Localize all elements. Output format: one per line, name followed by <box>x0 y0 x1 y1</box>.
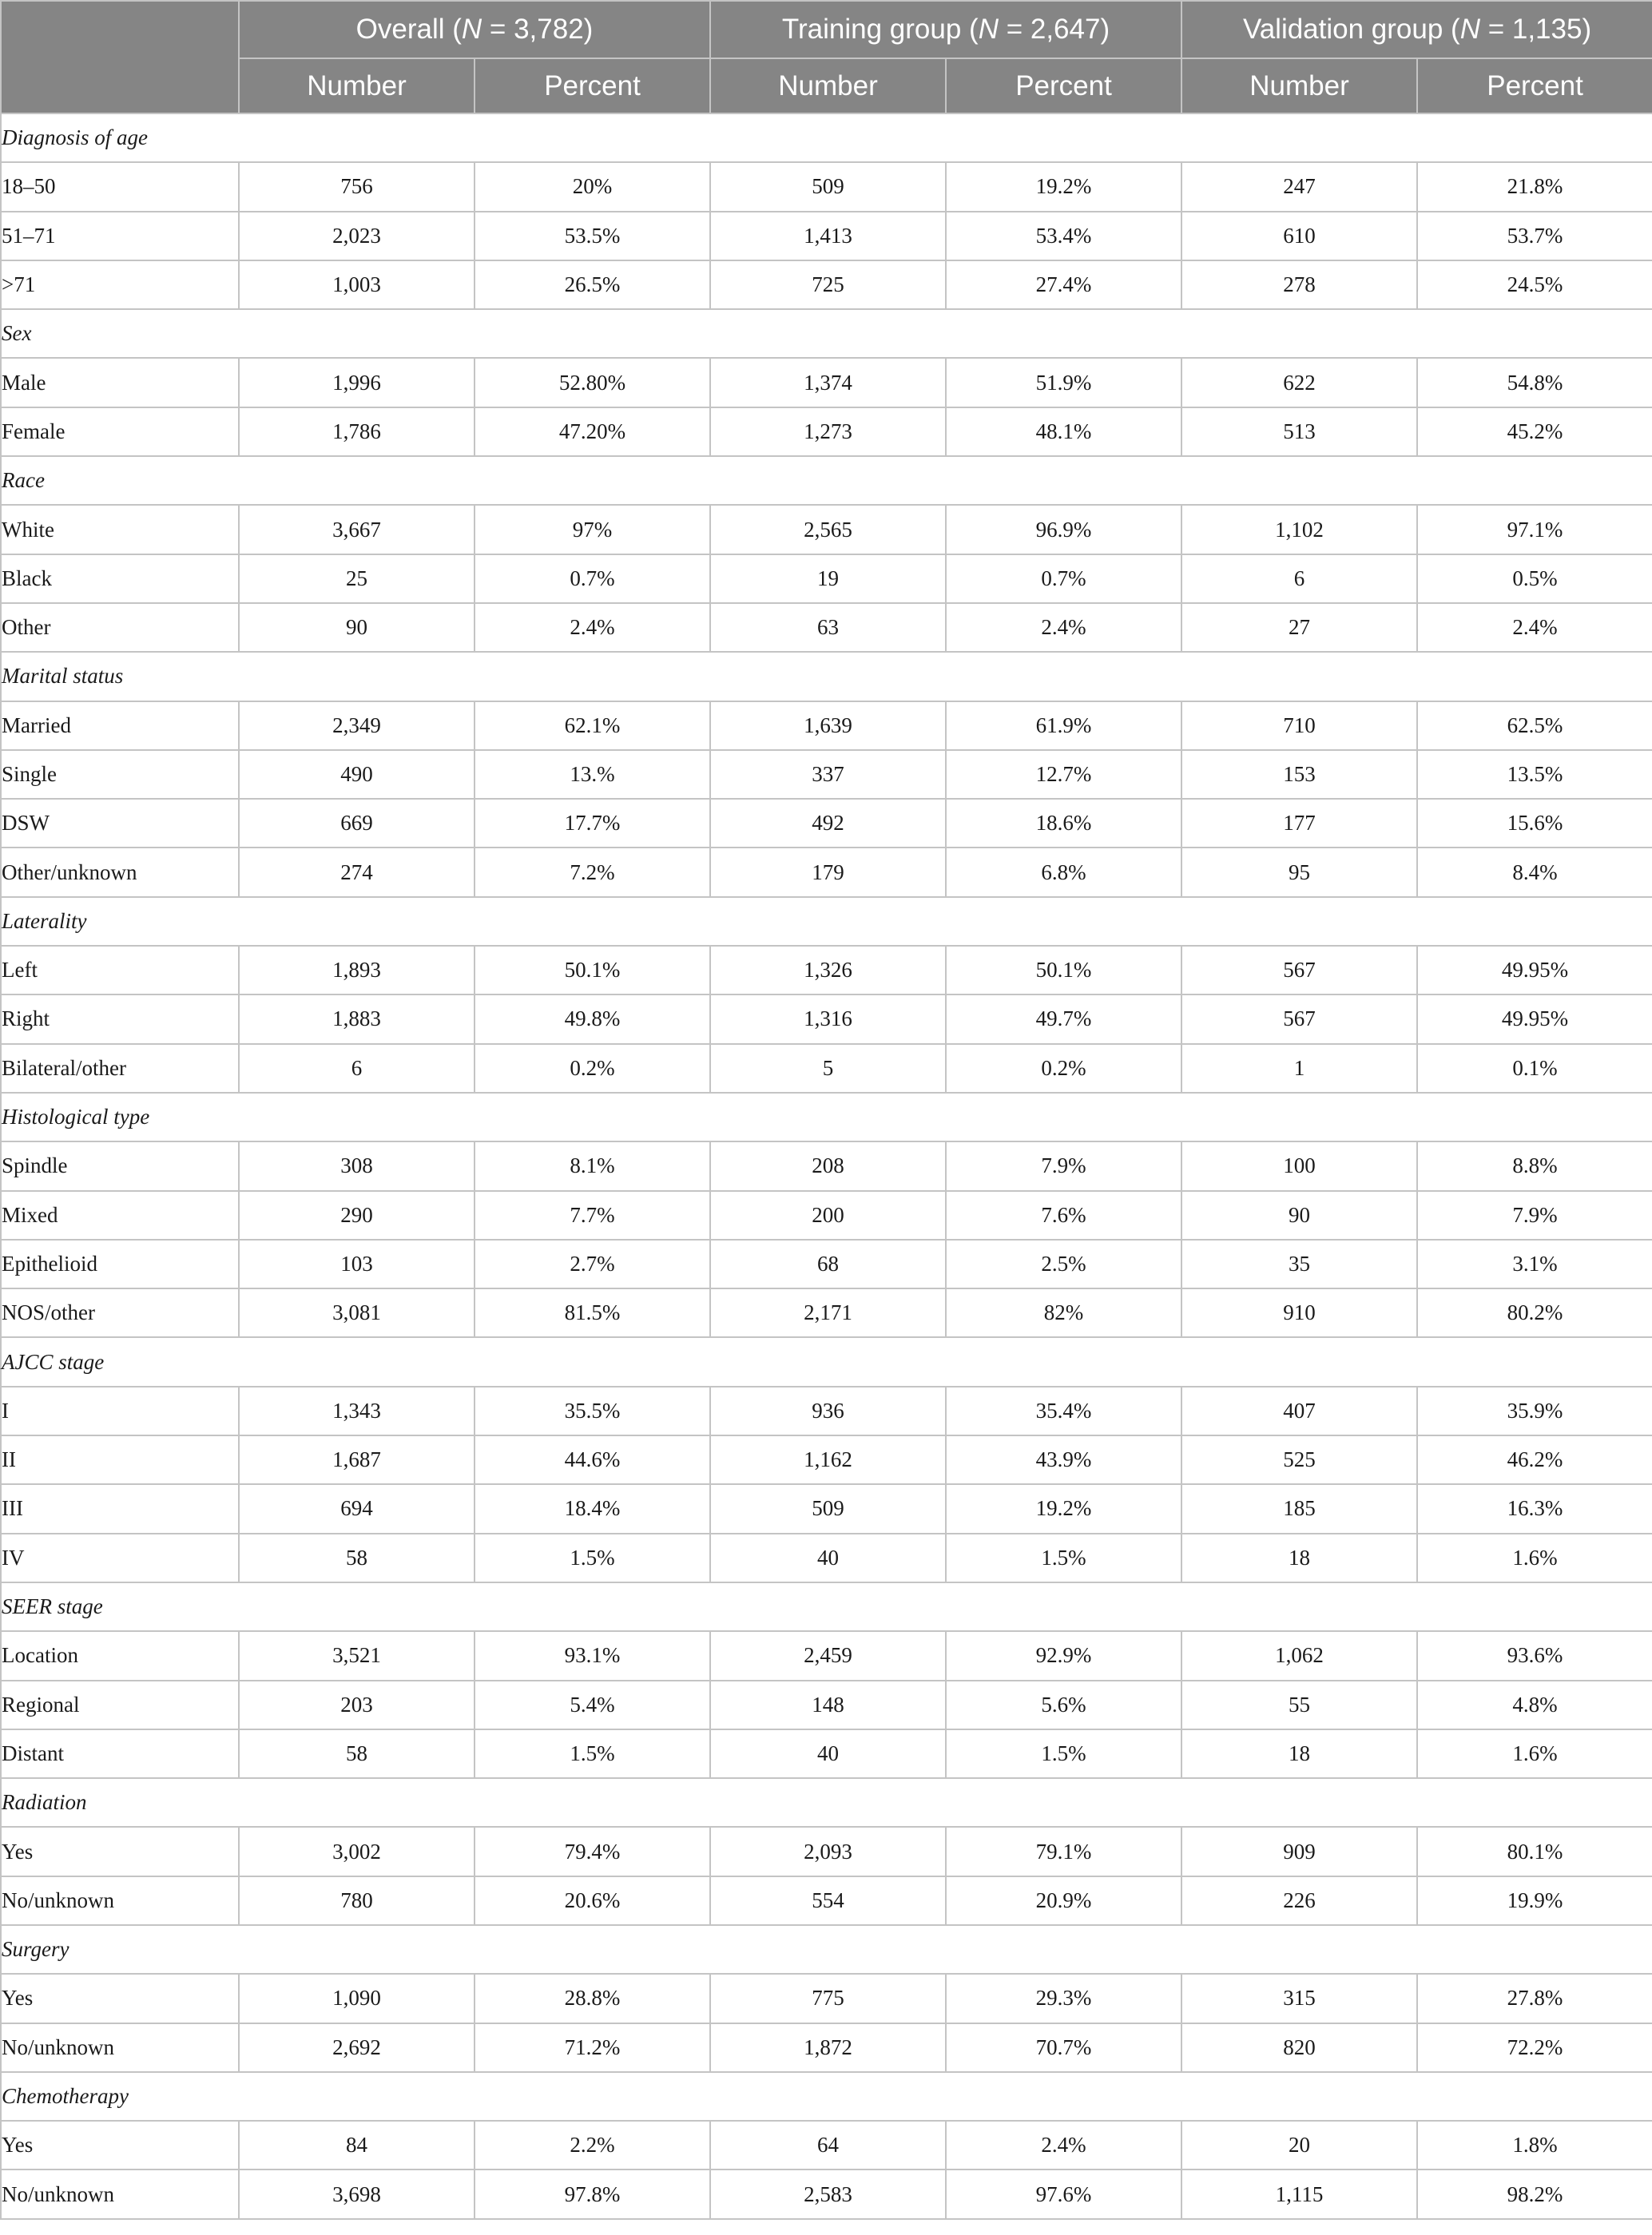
number-cell: 63 <box>710 603 946 652</box>
percent-cell: 26.5% <box>475 260 710 309</box>
percent-cell: 2.4% <box>475 603 710 652</box>
header-group-row <box>1 1 1652 58</box>
number-cell: 820 <box>1181 2023 1417 2072</box>
table-row <box>1 1044 1652 1093</box>
percent-cell: 35.4% <box>946 1387 1181 1435</box>
number-cell: 58 <box>239 1534 475 1582</box>
number-cell: 19 <box>710 554 946 603</box>
table-row <box>1 1876 1652 1925</box>
percent-cell: 18.4% <box>475 1484 710 1533</box>
percent-cell: 13.% <box>475 750 710 799</box>
number-cell: 490 <box>239 750 475 799</box>
table-row <box>1 407 1652 456</box>
percent-cell: 53.7% <box>1417 212 1652 260</box>
number-cell: 1,687 <box>239 1435 475 1484</box>
number-cell: 3,521 <box>239 1631 475 1680</box>
section-row-histological-type <box>1 1093 1652 1141</box>
percent-cell: 7.9% <box>1417 1191 1652 1240</box>
number-cell: 756 <box>239 162 475 211</box>
number-cell: 1,102 <box>1181 505 1417 554</box>
section-title: Chemotherapy <box>1 2072 1652 2121</box>
percent-cell: 19.2% <box>946 162 1181 211</box>
percent-cell: 1.6% <box>1417 1534 1652 1582</box>
percent-cell: 7.7% <box>475 1191 710 1240</box>
number-cell: 274 <box>239 848 475 896</box>
table-row <box>1 1141 1652 1190</box>
number-cell: 407 <box>1181 1387 1417 1435</box>
header-blank-cell <box>1 1 239 113</box>
number-cell: 208 <box>710 1141 946 1190</box>
number-cell: 35 <box>1181 1240 1417 1288</box>
percent-cell: 98.2% <box>1417 2169 1652 2218</box>
number-cell: 203 <box>239 1681 475 1729</box>
percent-cell: 24.5% <box>1417 260 1652 309</box>
header-group-validation: Validation group (N = 1,135) <box>1181 1 1652 58</box>
number-cell: 780 <box>239 1876 475 1925</box>
table-row <box>1 1729 1652 1778</box>
row-label: Married <box>1 701 239 750</box>
table-row <box>1 162 1652 211</box>
table-row <box>1 358 1652 407</box>
row-label: IV <box>1 1534 239 1582</box>
number-cell: 6 <box>1181 554 1417 603</box>
number-cell: 513 <box>1181 407 1417 456</box>
section-title: Sex <box>1 309 1652 358</box>
percent-cell: 53.5% <box>475 212 710 260</box>
number-cell: 3,698 <box>239 2169 475 2218</box>
number-cell: 3,081 <box>239 1288 475 1337</box>
table-row <box>1 799 1652 848</box>
percent-cell: 16.3% <box>1417 1484 1652 1533</box>
number-cell: 936 <box>710 1387 946 1435</box>
section-title: Diagnosis of age <box>1 113 1652 162</box>
percent-cell: 97% <box>475 505 710 554</box>
percent-cell: 7.9% <box>946 1141 1181 1190</box>
number-cell: 148 <box>710 1681 946 1729</box>
percent-cell: 44.6% <box>475 1435 710 1484</box>
number-cell: 509 <box>710 1484 946 1533</box>
percent-cell: 20.6% <box>475 1876 710 1925</box>
table-row <box>1 1534 1652 1582</box>
percent-cell: 20.9% <box>946 1876 1181 1925</box>
percent-cell: 97.1% <box>1417 505 1652 554</box>
section-row-sex <box>1 309 1652 358</box>
section-title: Marital status <box>1 652 1652 701</box>
number-cell: 2,349 <box>239 701 475 750</box>
percent-cell: 48.1% <box>946 407 1181 456</box>
section-row-marital-status <box>1 652 1652 701</box>
number-cell: 6 <box>239 1044 475 1093</box>
header-percent: Percent <box>946 58 1181 113</box>
section-title: Race <box>1 456 1652 505</box>
row-label: DSW <box>1 799 239 848</box>
percent-cell: 29.3% <box>946 1974 1181 2023</box>
table-body <box>1 113 1652 2219</box>
percent-cell: 61.9% <box>946 701 1181 750</box>
number-cell: 1,374 <box>710 358 946 407</box>
percent-cell: 8.8% <box>1417 1141 1652 1190</box>
percent-cell: 28.8% <box>475 1974 710 2023</box>
row-label: Other/unknown <box>1 848 239 896</box>
row-label: I <box>1 1387 239 1435</box>
number-cell: 1 <box>1181 1044 1417 1093</box>
row-label: White <box>1 505 239 554</box>
table-row <box>1 994 1652 1043</box>
table-row <box>1 1240 1652 1288</box>
percent-cell: 0.2% <box>475 1044 710 1093</box>
number-cell: 185 <box>1181 1484 1417 1533</box>
percent-cell: 97.6% <box>946 2169 1181 2218</box>
number-cell: 775 <box>710 1974 946 2023</box>
table-row <box>1 946 1652 994</box>
percent-cell: 0.5% <box>1417 554 1652 603</box>
row-label: Yes <box>1 2121 239 2169</box>
percent-cell: 0.1% <box>1417 1044 1652 1093</box>
percent-cell: 2.2% <box>475 2121 710 2169</box>
number-cell: 1,872 <box>710 2023 946 2072</box>
number-cell: 177 <box>1181 799 1417 848</box>
table-row <box>1 603 1652 652</box>
percent-cell: 93.1% <box>475 1631 710 1680</box>
row-label: Male <box>1 358 239 407</box>
number-cell: 64 <box>710 2121 946 2169</box>
row-label: Distant <box>1 1729 239 1778</box>
number-cell: 68 <box>710 1240 946 1288</box>
row-label: Other <box>1 603 239 652</box>
percent-cell: 8.1% <box>475 1141 710 1190</box>
section-title: Laterality <box>1 897 1652 946</box>
percent-cell: 20% <box>475 162 710 211</box>
number-cell: 1,883 <box>239 994 475 1043</box>
percent-cell: 8.4% <box>1417 848 1652 896</box>
number-cell: 2,459 <box>710 1631 946 1680</box>
number-cell: 153 <box>1181 750 1417 799</box>
number-cell: 18 <box>1181 1534 1417 1582</box>
number-cell: 20 <box>1181 2121 1417 2169</box>
row-label: No/unknown <box>1 1876 239 1925</box>
number-cell: 525 <box>1181 1435 1417 1484</box>
percent-cell: 43.9% <box>946 1435 1181 1484</box>
number-cell: 1,162 <box>710 1435 946 1484</box>
number-cell: 567 <box>1181 994 1417 1043</box>
number-cell: 2,093 <box>710 1827 946 1876</box>
number-cell: 3,002 <box>239 1827 475 1876</box>
header-number: Number <box>1181 58 1417 113</box>
number-cell: 2,692 <box>239 2023 475 2072</box>
percent-cell: 70.7% <box>946 2023 1181 2072</box>
section-title: Radiation <box>1 1778 1652 1827</box>
percent-cell: 1.5% <box>475 1729 710 1778</box>
number-cell: 1,893 <box>239 946 475 994</box>
number-cell: 1,786 <box>239 407 475 456</box>
number-cell: 1,090 <box>239 1974 475 2023</box>
table-row <box>1 1387 1652 1435</box>
number-cell: 567 <box>1181 946 1417 994</box>
row-label: Yes <box>1 1974 239 2023</box>
number-cell: 1,062 <box>1181 1631 1417 1680</box>
table-row <box>1 750 1652 799</box>
percent-cell: 0.2% <box>946 1044 1181 1093</box>
percent-cell: 45.2% <box>1417 407 1652 456</box>
percent-cell: 4.8% <box>1417 1681 1652 1729</box>
percent-cell: 0.7% <box>475 554 710 603</box>
table-row <box>1 554 1652 603</box>
row-label: Mixed <box>1 1191 239 1240</box>
percent-cell: 2.4% <box>1417 603 1652 652</box>
number-cell: 622 <box>1181 358 1417 407</box>
number-cell: 90 <box>239 603 475 652</box>
section-row-race <box>1 456 1652 505</box>
row-label: Black <box>1 554 239 603</box>
number-cell: 669 <box>239 799 475 848</box>
row-label: No/unknown <box>1 2023 239 2072</box>
header-number: Number <box>710 58 946 113</box>
number-cell: 25 <box>239 554 475 603</box>
table-row <box>1 848 1652 896</box>
percent-cell: 2.4% <box>946 603 1181 652</box>
percent-cell: 46.2% <box>1417 1435 1652 1484</box>
number-cell: 27 <box>1181 603 1417 652</box>
header-number: Number <box>239 58 475 113</box>
section-row-seer-stage <box>1 1582 1652 1631</box>
number-cell: 103 <box>239 1240 475 1288</box>
number-cell: 2,565 <box>710 505 946 554</box>
number-cell: 2,583 <box>710 2169 946 2218</box>
row-label: 51–71 <box>1 212 239 260</box>
percent-cell: 27.4% <box>946 260 1181 309</box>
table-row <box>1 505 1652 554</box>
percent-cell: 80.1% <box>1417 1827 1652 1876</box>
number-cell: 84 <box>239 2121 475 2169</box>
percent-cell: 19.9% <box>1417 1876 1652 1925</box>
percent-cell: 79.4% <box>475 1827 710 1876</box>
percent-cell: 97.8% <box>475 2169 710 2218</box>
number-cell: 2,023 <box>239 212 475 260</box>
table-row <box>1 701 1652 750</box>
row-label: Bilateral/other <box>1 1044 239 1093</box>
number-cell: 58 <box>239 1729 475 1778</box>
table-row <box>1 1681 1652 1729</box>
percent-cell: 6.8% <box>946 848 1181 896</box>
section-title: Surgery <box>1 1925 1652 1974</box>
section-row-chemotherapy <box>1 2072 1652 2121</box>
percent-cell: 17.7% <box>475 799 710 848</box>
header-sub-row <box>1 58 1652 113</box>
number-cell: 40 <box>710 1729 946 1778</box>
percent-cell: 18.6% <box>946 799 1181 848</box>
row-label: 18–50 <box>1 162 239 211</box>
section-title: AJCC stage <box>1 1337 1652 1386</box>
section-title: SEER stage <box>1 1582 1652 1631</box>
percent-cell: 13.5% <box>1417 750 1652 799</box>
header-percent: Percent <box>1417 58 1652 113</box>
table-row <box>1 260 1652 309</box>
percent-cell: 81.5% <box>475 1288 710 1337</box>
percent-cell: 2.7% <box>475 1240 710 1288</box>
section-row-laterality <box>1 897 1652 946</box>
number-cell: 1,115 <box>1181 2169 1417 2218</box>
row-label: Regional <box>1 1681 239 1729</box>
percent-cell: 15.6% <box>1417 799 1652 848</box>
row-label: Single <box>1 750 239 799</box>
number-cell: 1,326 <box>710 946 946 994</box>
percent-cell: 35.5% <box>475 1387 710 1435</box>
row-label: Epithelioid <box>1 1240 239 1288</box>
number-cell: 3,667 <box>239 505 475 554</box>
number-cell: 40 <box>710 1534 946 1582</box>
percent-cell: 1.5% <box>946 1534 1181 1582</box>
percent-cell: 2.5% <box>946 1240 1181 1288</box>
table-row <box>1 2023 1652 2072</box>
number-cell: 554 <box>710 1876 946 1925</box>
number-cell: 725 <box>710 260 946 309</box>
number-cell: 1,343 <box>239 1387 475 1435</box>
percent-cell: 71.2% <box>475 2023 710 2072</box>
percent-cell: 52.80% <box>475 358 710 407</box>
table-row <box>1 2121 1652 2169</box>
number-cell: 100 <box>1181 1141 1417 1190</box>
table-row <box>1 2169 1652 2218</box>
percent-cell: 62.5% <box>1417 701 1652 750</box>
percent-cell: 7.6% <box>946 1191 1181 1240</box>
number-cell: 290 <box>239 1191 475 1240</box>
percent-cell: 53.4% <box>946 212 1181 260</box>
table-row <box>1 1288 1652 1337</box>
percent-cell: 50.1% <box>475 946 710 994</box>
number-cell: 90 <box>1181 1191 1417 1240</box>
section-row-diagnosis-of-age <box>1 113 1652 162</box>
percent-cell: 1.5% <box>475 1534 710 1582</box>
percent-cell: 12.7% <box>946 750 1181 799</box>
number-cell: 200 <box>710 1191 946 1240</box>
percent-cell: 2.4% <box>946 2121 1181 2169</box>
row-label: Left <box>1 946 239 994</box>
percent-cell: 0.7% <box>946 554 1181 603</box>
header-group-overall: Overall (N = 3,782) <box>239 1 710 58</box>
number-cell: 55 <box>1181 1681 1417 1729</box>
number-cell: 95 <box>1181 848 1417 896</box>
section-row-ajcc-stage <box>1 1337 1652 1386</box>
percent-cell: 27.8% <box>1417 1974 1652 2023</box>
percent-cell: 35.9% <box>1417 1387 1652 1435</box>
number-cell: 278 <box>1181 260 1417 309</box>
percent-cell: 82% <box>946 1288 1181 1337</box>
section-row-surgery <box>1 1925 1652 1974</box>
percent-cell: 49.95% <box>1417 994 1652 1043</box>
section-title: Histological type <box>1 1093 1652 1141</box>
number-cell: 315 <box>1181 1974 1417 2023</box>
percent-cell: 96.9% <box>946 505 1181 554</box>
percent-cell: 47.20% <box>475 407 710 456</box>
percent-cell: 1.8% <box>1417 2121 1652 2169</box>
number-cell: 492 <box>710 799 946 848</box>
table-row <box>1 1974 1652 2023</box>
row-label: >71 <box>1 260 239 309</box>
row-label: Yes <box>1 1827 239 1876</box>
percent-cell: 7.2% <box>475 848 710 896</box>
row-label: NOS/other <box>1 1288 239 1337</box>
percent-cell: 92.9% <box>946 1631 1181 1680</box>
percent-cell: 1.6% <box>1417 1729 1652 1778</box>
percent-cell: 21.8% <box>1417 162 1652 211</box>
table-row <box>1 1827 1652 1876</box>
percent-cell: 62.1% <box>475 701 710 750</box>
percent-cell: 1.5% <box>946 1729 1181 1778</box>
percent-cell: 79.1% <box>946 1827 1181 1876</box>
row-label: Female <box>1 407 239 456</box>
percent-cell: 50.1% <box>946 946 1181 994</box>
number-cell: 910 <box>1181 1288 1417 1337</box>
percent-cell: 49.95% <box>1417 946 1652 994</box>
number-cell: 1,273 <box>710 407 946 456</box>
number-cell: 694 <box>239 1484 475 1533</box>
number-cell: 1,003 <box>239 260 475 309</box>
number-cell: 308 <box>239 1141 475 1190</box>
percent-cell: 51.9% <box>946 358 1181 407</box>
percent-cell: 93.6% <box>1417 1631 1652 1680</box>
number-cell: 247 <box>1181 162 1417 211</box>
header-percent: Percent <box>475 58 710 113</box>
table-row <box>1 1484 1652 1533</box>
number-cell: 226 <box>1181 1876 1417 1925</box>
number-cell: 710 <box>1181 701 1417 750</box>
percent-cell: 49.8% <box>475 994 710 1043</box>
row-label: Spindle <box>1 1141 239 1190</box>
row-label: III <box>1 1484 239 1533</box>
table-row <box>1 212 1652 260</box>
number-cell: 5 <box>710 1044 946 1093</box>
header-group-training: Training group (N = 2,647) <box>710 1 1181 58</box>
number-cell: 1,316 <box>710 994 946 1043</box>
row-label: Right <box>1 994 239 1043</box>
table-row <box>1 1191 1652 1240</box>
number-cell: 610 <box>1181 212 1417 260</box>
row-label: II <box>1 1435 239 1484</box>
percent-cell: 19.2% <box>946 1484 1181 1533</box>
row-label: Location <box>1 1631 239 1680</box>
percent-cell: 72.2% <box>1417 2023 1652 2072</box>
section-row-radiation <box>1 1778 1652 1827</box>
number-cell: 1,413 <box>710 212 946 260</box>
percent-cell: 49.7% <box>946 994 1181 1043</box>
number-cell: 1,996 <box>239 358 475 407</box>
number-cell: 18 <box>1181 1729 1417 1778</box>
table-header <box>1 1 1652 113</box>
percent-cell: 5.6% <box>946 1681 1181 1729</box>
number-cell: 337 <box>710 750 946 799</box>
table-row <box>1 1631 1652 1680</box>
percent-cell: 80.2% <box>1417 1288 1652 1337</box>
number-cell: 179 <box>710 848 946 896</box>
number-cell: 1,639 <box>710 701 946 750</box>
percent-cell: 54.8% <box>1417 358 1652 407</box>
number-cell: 2,171 <box>710 1288 946 1337</box>
table-row <box>1 1435 1652 1484</box>
row-label: No/unknown <box>1 2169 239 2218</box>
number-cell: 509 <box>710 162 946 211</box>
number-cell: 909 <box>1181 1827 1417 1876</box>
percent-cell: 5.4% <box>475 1681 710 1729</box>
percent-cell: 3.1% <box>1417 1240 1652 1288</box>
